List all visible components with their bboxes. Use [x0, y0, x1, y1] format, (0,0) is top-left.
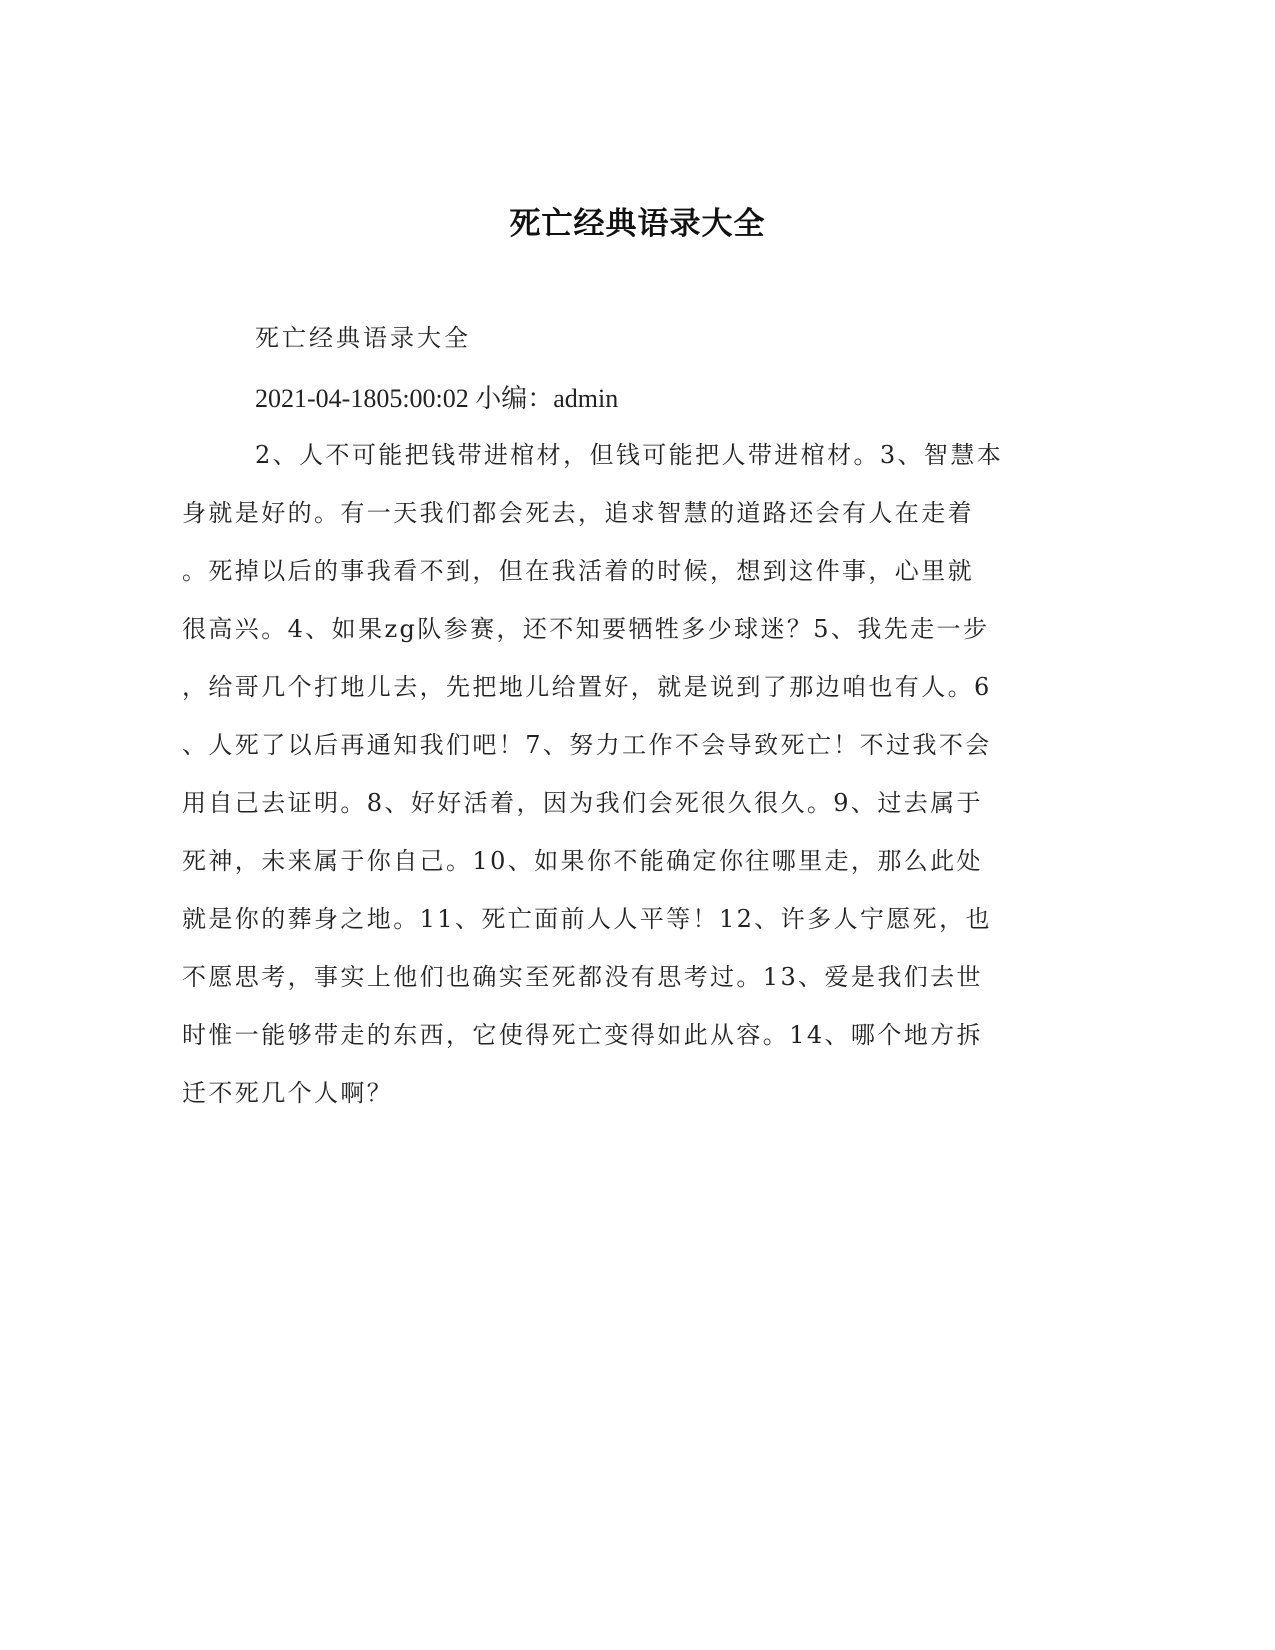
body-line: 就是你的葬身之地。11、死亡面前人人平等！12、许多人宁愿死，也	[182, 905, 992, 933]
body-line: 用自己去证明。8、好好活着，因为我们会死很久很久。9、过去属于	[182, 789, 983, 817]
body-line: 身就是好的。有一天我们都会死去，追求智慧的道路还会有人在走着	[182, 499, 974, 527]
body-line: 不愿思考，事实上他们也确实至死都没有思考过。13、爱是我们去世	[182, 963, 983, 991]
body-line: 、人死了以后再通知我们吧！7、努力工作不会导致死亡！不过我不会	[182, 731, 992, 759]
body-line: ，给哥几个打地儿去，先把地儿给置好，就是说到了那边咱也有人。6	[182, 673, 992, 701]
body-line: 时惟一能够带走的东西，它使得死亡变得如此从容。14、哪个地方拆	[182, 1021, 983, 1049]
document-title: 死亡经典语录大全	[509, 206, 766, 242]
post-meta: 2021-04-1805:00:02 小编：admin	[255, 384, 619, 413]
body-line: 2、人不可能把钱带进棺材，但钱可能把人带进棺材。3、智慧本	[255, 441, 1004, 469]
body-line: 死神，未来属于你自己。10、如果你不能确定你往哪里走，那么此处	[182, 847, 983, 875]
document-subtitle: 死亡经典语录大全	[255, 324, 471, 352]
body-line: 迁不死几个人啊？	[182, 1079, 394, 1107]
body-line: 很高兴。4、如果zg队参赛，还不知要牺牲多少球迷？5、我先走一步	[182, 615, 990, 643]
body-line: 。死掉以后的事我看不到，但在我活着的时候，想到这件事，心里就	[182, 557, 974, 585]
article-body	[182, 426, 1062, 1122]
